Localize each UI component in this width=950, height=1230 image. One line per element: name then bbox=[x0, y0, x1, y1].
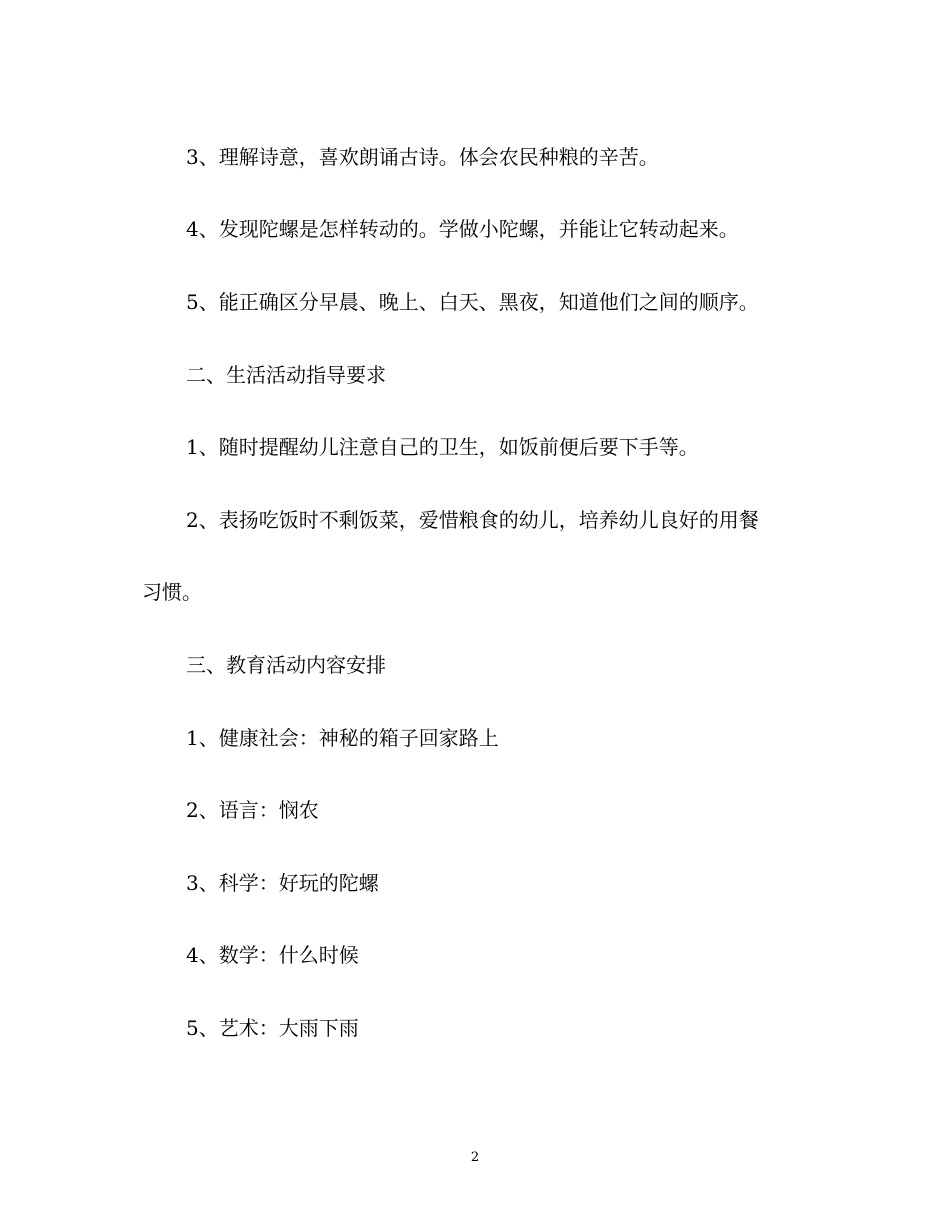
paragraph-life-2-line-1: 2、表扬吃饭时不剩饭菜，爱惜粮食的幼儿，培养幼儿良好的用餐 bbox=[186, 508, 759, 532]
activity-item-science: 3、科学：好玩的陀螺 bbox=[186, 871, 379, 895]
paragraph-life-2-line-2: 习惯。 bbox=[142, 580, 202, 604]
paragraph-life-1: 1、随时提醒幼儿注意自己的卫生，如饭前便后要下手等。 bbox=[186, 435, 699, 459]
paragraph-objective-5: 5、能正确区分早晨、晚上、白天、黑夜，知道他们之间的顺序。 bbox=[186, 290, 759, 314]
activity-item-art: 5、艺术：大雨下雨 bbox=[186, 1016, 359, 1040]
paragraph-objective-4: 4、发现陀螺是怎样转动的。学做小陀螺，并能让它转动起来。 bbox=[186, 217, 739, 241]
section-heading-education-activity: 三、教育活动内容安排 bbox=[186, 653, 386, 677]
section-heading-life-activity: 二、生活活动指导要求 bbox=[186, 363, 386, 387]
paragraph-objective-3: 3、理解诗意，喜欢朗诵古诗。体会农民种粮的辛苦。 bbox=[186, 145, 659, 169]
activity-item-health-society: 1、健康社会：神秘的箱子回家路上 bbox=[186, 726, 499, 750]
activity-item-language: 2、语言：悯农 bbox=[186, 798, 319, 822]
activity-item-math: 4、数学：什么时候 bbox=[186, 943, 359, 967]
page-number: 2 bbox=[470, 1150, 480, 1165]
